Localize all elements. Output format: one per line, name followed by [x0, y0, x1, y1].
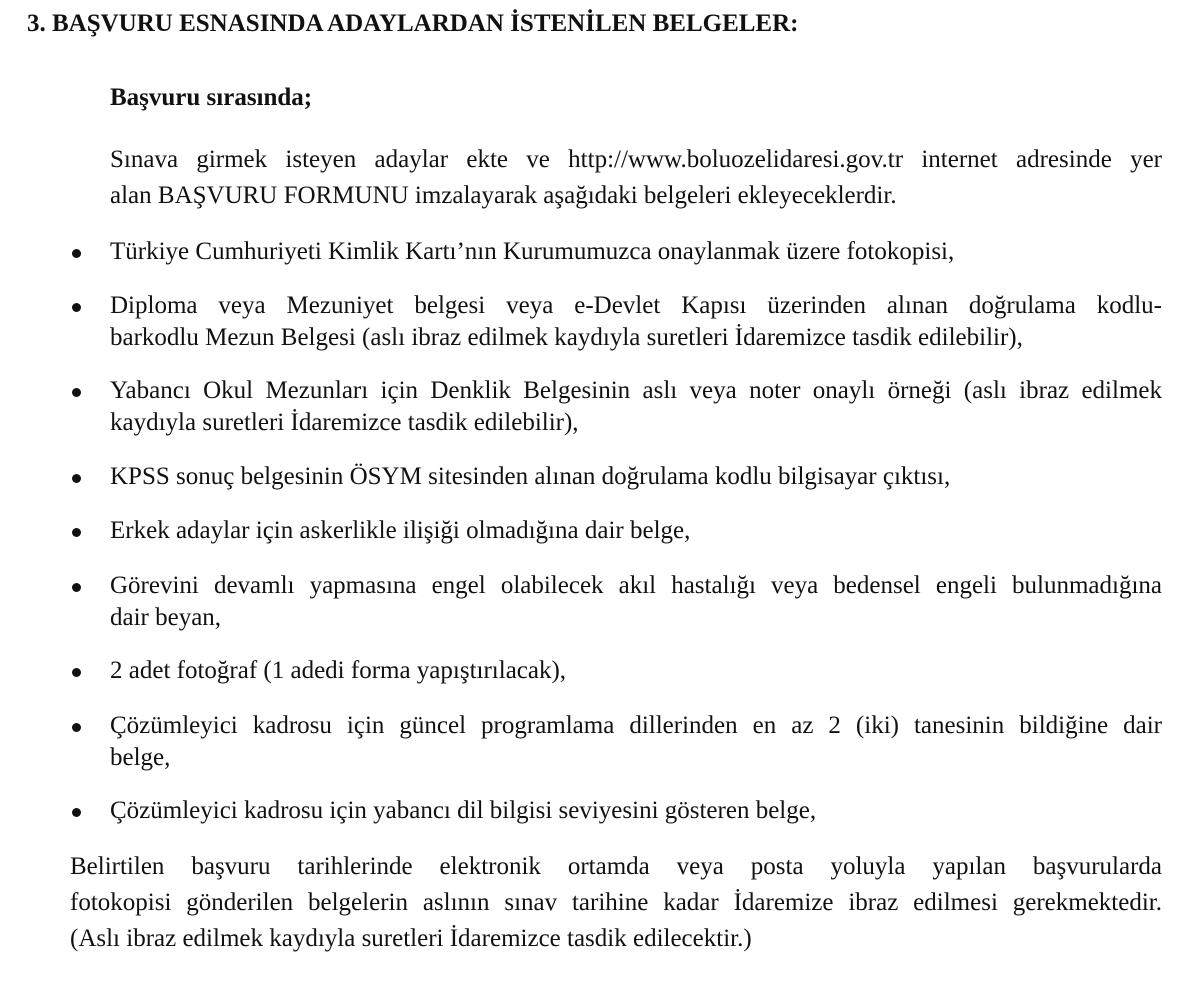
list-item [110, 710, 1162, 774]
list-item [110, 795, 1162, 827]
list-item-line: KPSS sonuç belgesinin ÖSYM sitesinden alınan doğrulama kodlu bilgisayar çıktısı, [110, 463, 951, 490]
list-item [110, 375, 1162, 439]
list-item-line: barkodlu Mezun Belgesi (aslı ibraz edilmek kaydıyla suretleri İdaremizce tasdik edilebilir), [110, 324, 1023, 351]
closing-line: Belirtilen başvuru tarihlerinde elektronik ortamda veya posta yoluyla yapılan başvurularda [70, 853, 1162, 880]
list-item-line: Çözümleyici kadrosu için güncel programlama dillerinden en az 2 (iki) tanesinin bildiğine dair [110, 712, 1162, 739]
closing-paragraph [70, 849, 1162, 957]
list-item-line: belge, [110, 744, 171, 771]
list-item [110, 570, 1162, 634]
list-item-line: Yabancı Okul Mezunları için Denklik Belgesinin aslı veya noter onaylı örneği (aslı ibraz edilmek [110, 377, 1162, 404]
list-item [110, 236, 1162, 268]
list-item-line: Çözümleyici kadrosu için yabancı dil bilgisi seviyesini gösteren belge, [110, 797, 817, 824]
list-item [110, 290, 1162, 354]
list-item-line: Görevini devamlı yapmasına engel olabilecek akıl hastalığı veya bedensel engeli bulunmadığına [110, 572, 1162, 599]
list-item-line: kaydıyla suretleri İdaremizce tasdik edilebilir), [110, 409, 579, 436]
closing-line: fotokopisi gönderilen belgelerin aslının sınav tarihine kadar İdaremize ibraz edilmesi gerekmektedir. [70, 889, 1162, 916]
intro-line: Sınava girmek isteyen adaylar ekte ve http://www.boluozelidaresi.gov.tr internet adresinde yer [110, 146, 1162, 173]
subheading: Başvuru sırasında; [110, 84, 313, 111]
section-heading: 3. BAŞVURU ESNASINDA ADAYLARDAN İSTENİLEN BELGELER: [27, 10, 799, 37]
list-item-line: Türkiye Cumhuriyeti Kimlik Kartı’nın Kurumumuzca onaylanmak üzere fotokopisi, [110, 238, 955, 265]
list-item [110, 461, 1162, 493]
list-item [110, 515, 1162, 547]
intro-paragraph [110, 142, 1162, 214]
list-item-line: Erkek adaylar için askerlikle ilişiği olmadığına dair belge, [110, 517, 691, 544]
intro-line: alan BAŞVURU FORMUNU imzalayarak aşağıdaki belgeleri ekleyeceklerdir. [110, 182, 897, 209]
list-item-line: 2 adet fotoğraf (1 adedi forma yapıştırılacak), [110, 657, 567, 684]
list-item-line: dair beyan, [110, 604, 222, 631]
closing-line: (Aslı ibraz edilmek kaydıyla suretleri İdaremizce tasdik edilecektir.) [70, 925, 752, 952]
list-item [110, 655, 1162, 687]
list-item-line: Diploma veya Mezuniyet belgesi veya e-Devlet Kapısı üzerinden alınan doğrulama kodlu- [110, 292, 1162, 319]
